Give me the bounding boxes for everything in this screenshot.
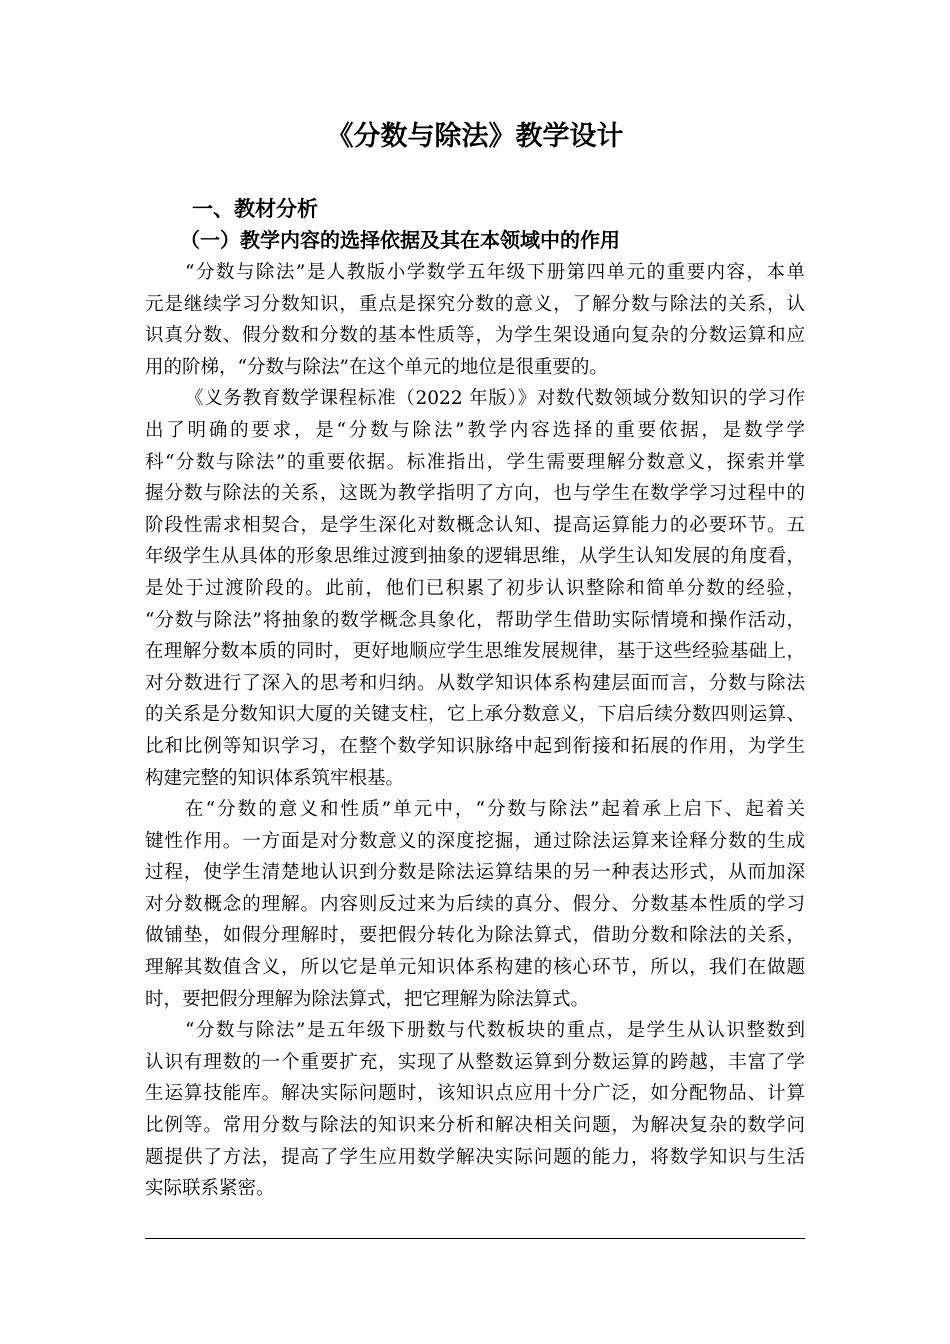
paragraph-line: 年级学生从具体的形象思维过渡到抽象的逻辑思维，从学生认知发展的角度看， xyxy=(145,546,805,568)
paragraph-line: 比例等。常用分数与除法的知识来分析和解决相关问题，为解决复杂的数学问 xyxy=(145,1115,805,1137)
section-heading: 一、教材分析 xyxy=(192,197,318,221)
paragraph-line: 构建完整的知识体系筑牢根基。 xyxy=(145,767,405,789)
paragraph-line: 握分数与除法的关系，这既为教学指明了方向，也与学生在数学学习过程中的 xyxy=(145,483,805,505)
paragraph-line: 理解其数值含义，所以它是单元知识体系构建的核心环节，所以，我们在做题 xyxy=(145,957,805,979)
paragraph-line: 实际联系紧密。 xyxy=(145,1178,275,1200)
paragraph xyxy=(145,383,805,794)
paragraph-line: 《义务教育数学课程标准（2022 年版）》对数代数领域分数知识的学习作 xyxy=(185,388,805,410)
paragraph-line: “分数与除法”是人教版小学数学五年级下册第四单元的重要内容，本单 xyxy=(185,262,805,283)
paragraph-line: 在理解分数本质的同时，更好地顺应学生思维发展规律，基于这些经验基础上， xyxy=(145,641,805,663)
paragraph-line: 键性作用。一方面是对分数意义的深度挖掘，通过除法运算来诠释分数的生成 xyxy=(145,830,805,852)
paragraph-line: “分数与除法”将抽象的数学概念具象化，帮助学生借助实际情境和操作活动， xyxy=(145,609,805,631)
paragraph-line: 阶段性需求相契合，是学生深化对数概念认知、提高运算能力的必要环节。五 xyxy=(145,514,805,536)
paragraph-line: 的关系是分数知识大厦的关键支柱，它上承分数意义，下启后续分数四则运算、 xyxy=(145,704,805,726)
document-body xyxy=(145,257,805,1205)
document-title: 《分数与除法》教学设计 xyxy=(326,121,624,152)
paragraph-line: “分数与除法”是五年级下册数与代数板块的重点，是学生从认识整数到 xyxy=(185,1020,805,1042)
paragraph-line: 用的阶梯，“分数与除法”在这个单元的地位是很重要的。 xyxy=(145,356,608,378)
paragraph-line: 是处于过渡阶段的。此前，他们已积累了初步认识整除和简单分数的经验， xyxy=(145,577,805,599)
paragraph-line: 对分数进行了深入的思考和归纳。从数学知识体系构建层面而言，分数与除法 xyxy=(145,672,805,694)
paragraph xyxy=(145,794,805,1015)
paragraph-line: 做铺垫，如假分理解时，要把假分转化为除法算式，借助分数和除法的关系， xyxy=(145,925,805,947)
paragraph-line: 对分数概念的理解。内容则反过来为后续的真分、假分、分数基本性质的学习 xyxy=(145,893,805,915)
paragraph xyxy=(145,1015,805,1205)
paragraph-line: 出了明确的要求，是“分数与除法”教学内容选择的重要依据，是数学学 xyxy=(145,419,805,441)
paragraph-line: 元是继续学习分数知识，重点是探究分数的意义，了解分数与除法的关系，认 xyxy=(145,293,805,315)
subsection-heading: （一）教学内容的选择依据及其在本领域中的作用 xyxy=(180,228,620,252)
paragraph-line: 生运算技能库。解决实际问题时，该知识点应用十分广泛，如分配物品、计算 xyxy=(145,1083,805,1105)
footer-divider xyxy=(145,1238,805,1239)
paragraph-line: 认识有理数的一个重要扩充，实现了从整数运算到分数运算的跨越，丰富了学 xyxy=(145,1051,805,1073)
paragraph-line: 过程，使学生清楚地认识到分数是除法运算结果的另一种表达形式，从而加深 xyxy=(145,862,805,884)
paragraph-line: 比和比例等知识学习，在整个数学知识脉络中起到衔接和拓展的作用，为学生 xyxy=(145,735,805,757)
paragraph-line: 时，要把假分理解为除法算式，把它理解为除法算式。 xyxy=(145,988,590,1010)
paragraph xyxy=(145,257,805,383)
paragraph-line: 识真分数、假分数和分数的基本性质等，为学生架设通向复杂的分数运算和应 xyxy=(145,325,805,347)
paragraph-line: 在“分数的意义和性质”单元中，“分数与除法”起着承上启下、起着关 xyxy=(185,799,805,821)
paragraph-line: 科“分数与除法”的重要依据。标准指出，学生需要理解分数意义，探索并掌 xyxy=(145,451,805,473)
paragraph-line: 题提供了方法，提高了学生应用数学解决实际问题的能力，将数学知识与生活 xyxy=(145,1146,805,1168)
